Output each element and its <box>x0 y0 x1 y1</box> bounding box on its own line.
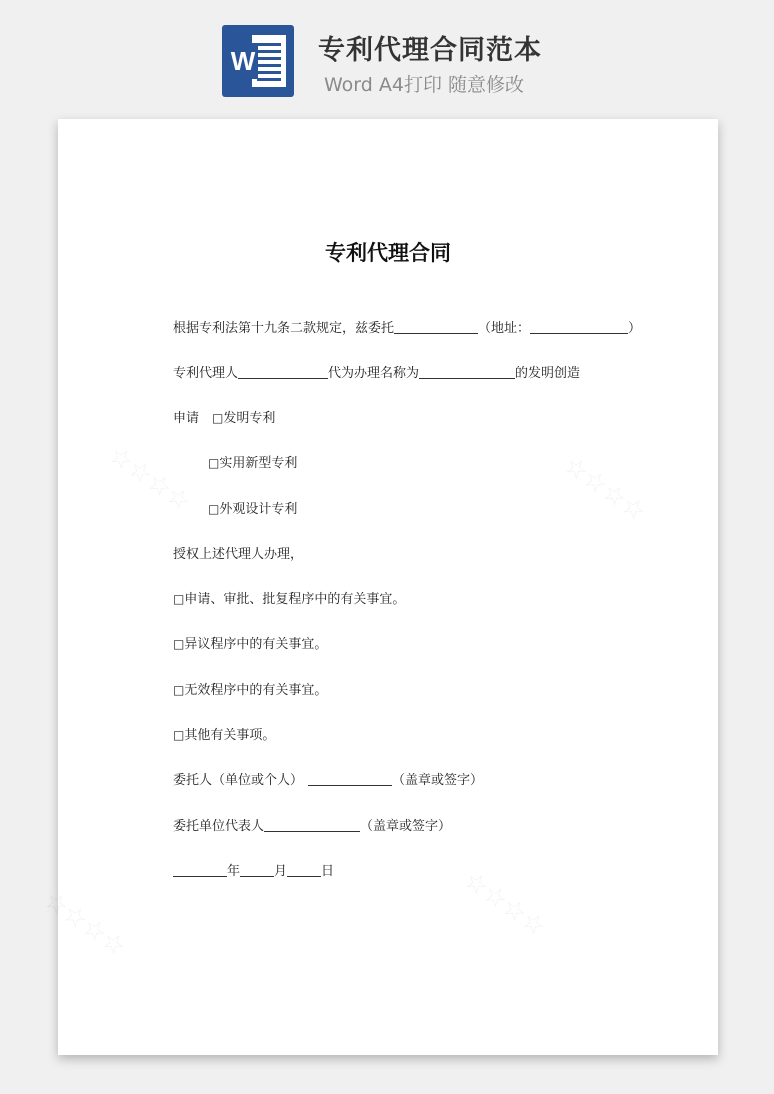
signature-client: 委托人（单位或个人） （盖章或签字） <box>173 773 484 788</box>
watermark: ☆☆☆☆ <box>37 884 132 964</box>
checkbox[interactable]: □ <box>208 502 220 516</box>
apply-option-invention: 申请 □发明专利 <box>173 411 276 426</box>
checkbox[interactable]: □ <box>173 728 185 742</box>
word-icon <box>222 25 294 97</box>
year-blank[interactable] <box>173 862 227 877</box>
matter-item: □无效程序中的有关事宜。 <box>173 683 328 698</box>
checkbox[interactable]: □ <box>212 411 224 425</box>
clause-entrust: 根据专利法第十九条二款规定，兹委托 （地址： ） <box>173 321 642 336</box>
checkbox[interactable]: □ <box>173 637 185 651</box>
clause-agent: 专利代理人 代为办理名称为 的发明创造 <box>173 366 581 381</box>
watermark: ☆☆☆☆ <box>102 439 197 519</box>
header-title: 专利代理合同范本 <box>318 35 542 66</box>
address-blank[interactable] <box>530 319 628 334</box>
watermark: ☆☆☆☆ <box>557 449 652 529</box>
matter-item: □其他有关事项。 <box>173 728 276 743</box>
watermark: ☆☆☆☆ <box>457 864 552 944</box>
document-title: 专利代理合同 <box>325 241 451 265</box>
header-subtitle: Word A4打印 随意修改 <box>324 74 525 96</box>
day-blank[interactable] <box>287 862 321 877</box>
date-line: 年 月 日 <box>173 860 334 879</box>
authorize-text: 授权上述代理人办理， <box>173 547 304 562</box>
apply-option-design: □外观设计专利 <box>208 502 298 517</box>
signature-representative: 委托单位代表人 （盖章或签字） <box>173 819 452 834</box>
word-icon-letter: W <box>228 43 258 79</box>
invention-name-blank[interactable] <box>419 364 515 379</box>
checkbox[interactable]: □ <box>173 683 185 697</box>
month-blank[interactable] <box>240 862 274 877</box>
document-page <box>37 119 718 1055</box>
representative-signature-blank[interactable] <box>264 817 360 832</box>
header <box>0 0 774 115</box>
matter-item: □异议程序中的有关事宜。 <box>173 637 328 652</box>
client-name-blank[interactable] <box>394 319 478 334</box>
client-signature-blank[interactable] <box>308 771 392 786</box>
apply-option-utility: □实用新型专利 <box>208 456 298 471</box>
checkbox[interactable]: □ <box>173 592 185 606</box>
checkbox[interactable]: □ <box>208 456 220 470</box>
matter-item: □申请、审批、批复程序中的有关事宜。 <box>173 592 406 607</box>
agent-name-blank[interactable] <box>238 364 328 379</box>
